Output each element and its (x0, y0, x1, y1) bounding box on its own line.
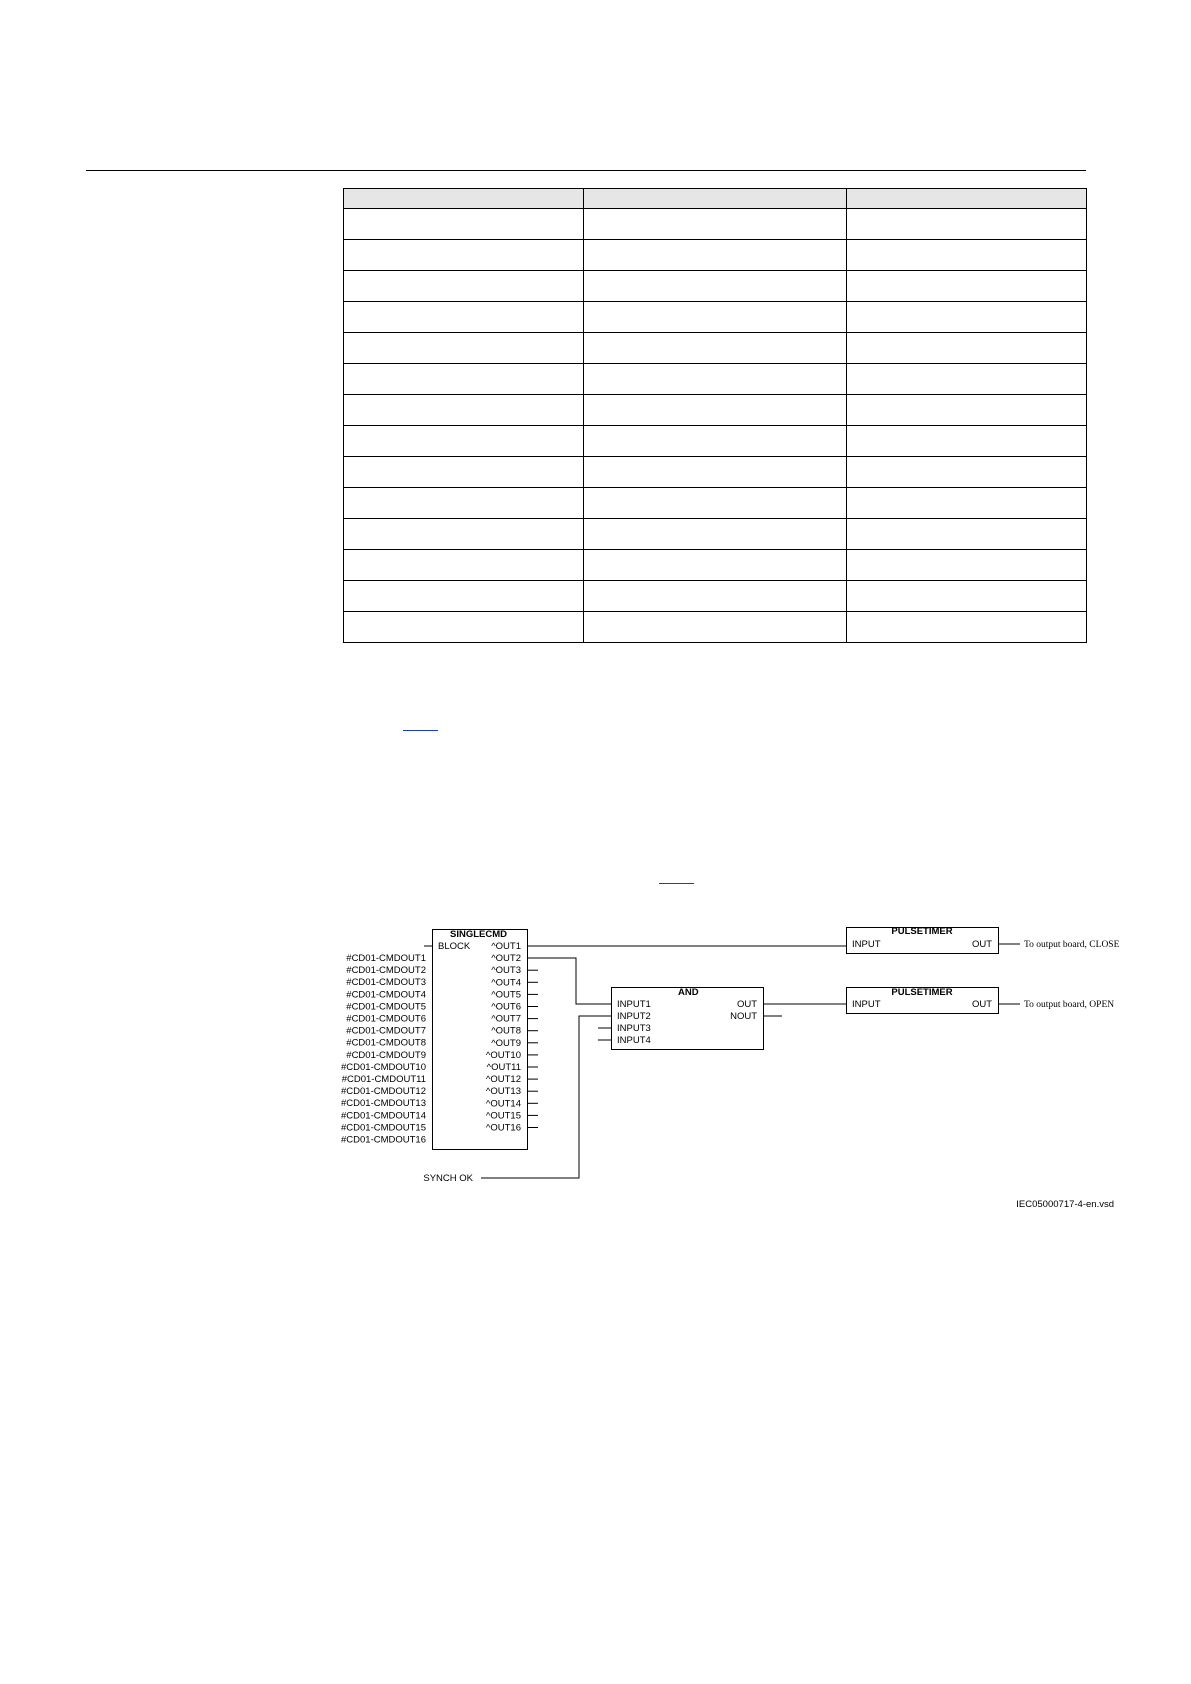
synch-ok-label: SYNCH OK (423, 1173, 473, 1184)
open-destination-label: To output board, OPEN (1024, 1000, 1115, 1010)
singlecmd-output-label: ^OUT13 (485, 1086, 521, 1098)
singlecmd-input-label: #CD01-CMDOUT15 (341, 1122, 426, 1134)
singlecmd-output-label: ^OUT6 (491, 1001, 521, 1013)
pulsetimer-close-out-label: OUT (971, 939, 992, 950)
singlecmd-output-label: ^OUT14 (485, 1098, 521, 1110)
close-destination-label: To output board, CLOSE (1024, 940, 1120, 950)
singlecmd-output-label: ^OUT9 (491, 1037, 521, 1049)
singlecmd-output-label: ^OUT12 (485, 1074, 521, 1086)
singlecmd-output-label: ^OUT5 (491, 989, 521, 1001)
singlecmd-output-label: ^OUT16 (485, 1122, 521, 1134)
singlecmd-input-label: #CD01-CMDOUT7 (346, 1025, 426, 1037)
singlecmd-input-label: #CD01-CMDOUT16 (341, 1134, 426, 1146)
singlecmd-output-label: ^OUT7 (491, 1013, 521, 1025)
singlecmd-input-label: #CD01-CMDOUT5 (346, 1001, 426, 1013)
singlecmd-input-label: #CD01-CMDOUT2 (346, 965, 426, 977)
pulsetimer-open-input-label: INPUT (852, 999, 881, 1010)
singlecmd-output-label: ^OUT15 (485, 1110, 521, 1122)
block-input-label: BLOCK (438, 941, 471, 952)
singlecmd-title: SINGLECMD (450, 929, 507, 940)
and-title: AND (678, 987, 699, 998)
and-nout-label: NOUT (730, 1011, 757, 1022)
wire-out2-to-and (527, 958, 611, 1004)
pulsetimer-close-input-label: INPUT (852, 939, 881, 950)
pulsetimer-close-title: PULSETIMER (891, 926, 953, 937)
pulsetimer-open-title: PULSETIMER (891, 987, 953, 998)
singlecmd-input-label: #CD01-CMDOUT12 (341, 1086, 426, 1098)
and-input-label: INPUT2 (617, 1011, 651, 1022)
singlecmd-input-label: #CD01-CMDOUT1 (346, 953, 426, 964)
singlecmd-output-label: ^OUT8 (491, 1025, 521, 1037)
singlecmd-input-label: #CD01-CMDOUT9 (346, 1049, 426, 1061)
singlecmd-input-label: #CD01-CMDOUT10 (341, 1061, 426, 1073)
singlecmd-output-label: ^OUT3 (491, 965, 521, 977)
singlecmd-input-label: #CD01-CMDOUT8 (346, 1037, 426, 1049)
singlecmd-output-label: ^OUT2 (491, 953, 521, 965)
singlecmd-input-label: #CD01-CMDOUT4 (346, 989, 426, 1001)
singlecmd-input-label: #CD01-CMDOUT14 (341, 1110, 426, 1122)
singlecmd-input-label: #CD01-CMDOUT3 (346, 977, 426, 989)
singlecmd-input-label: #CD01-CMDOUT13 (341, 1098, 426, 1110)
and-input-label: INPUT4 (617, 1035, 651, 1046)
singlecmd-output-label: ^OUT4 (491, 977, 521, 989)
singlecmd-output-label: ^OUT10 (485, 1049, 521, 1061)
and-input-label: INPUT1 (617, 999, 651, 1010)
singlecmd-output-label: ^OUT1 (491, 941, 521, 952)
singlecmd-input-label: #CD01-CMDOUT11 (341, 1074, 426, 1085)
and-input-label: INPUT3 (617, 1023, 651, 1034)
singlecmd-input-label: #CD01-CMDOUT6 (346, 1013, 426, 1025)
figure-id-label: IEC05000717-4-en.vsd (1016, 1199, 1114, 1210)
singlecmd-output-label: ^OUT11 (486, 1062, 521, 1073)
and-out-label: OUT (736, 999, 757, 1010)
pulsetimer-open-out-label: OUT (971, 999, 992, 1010)
